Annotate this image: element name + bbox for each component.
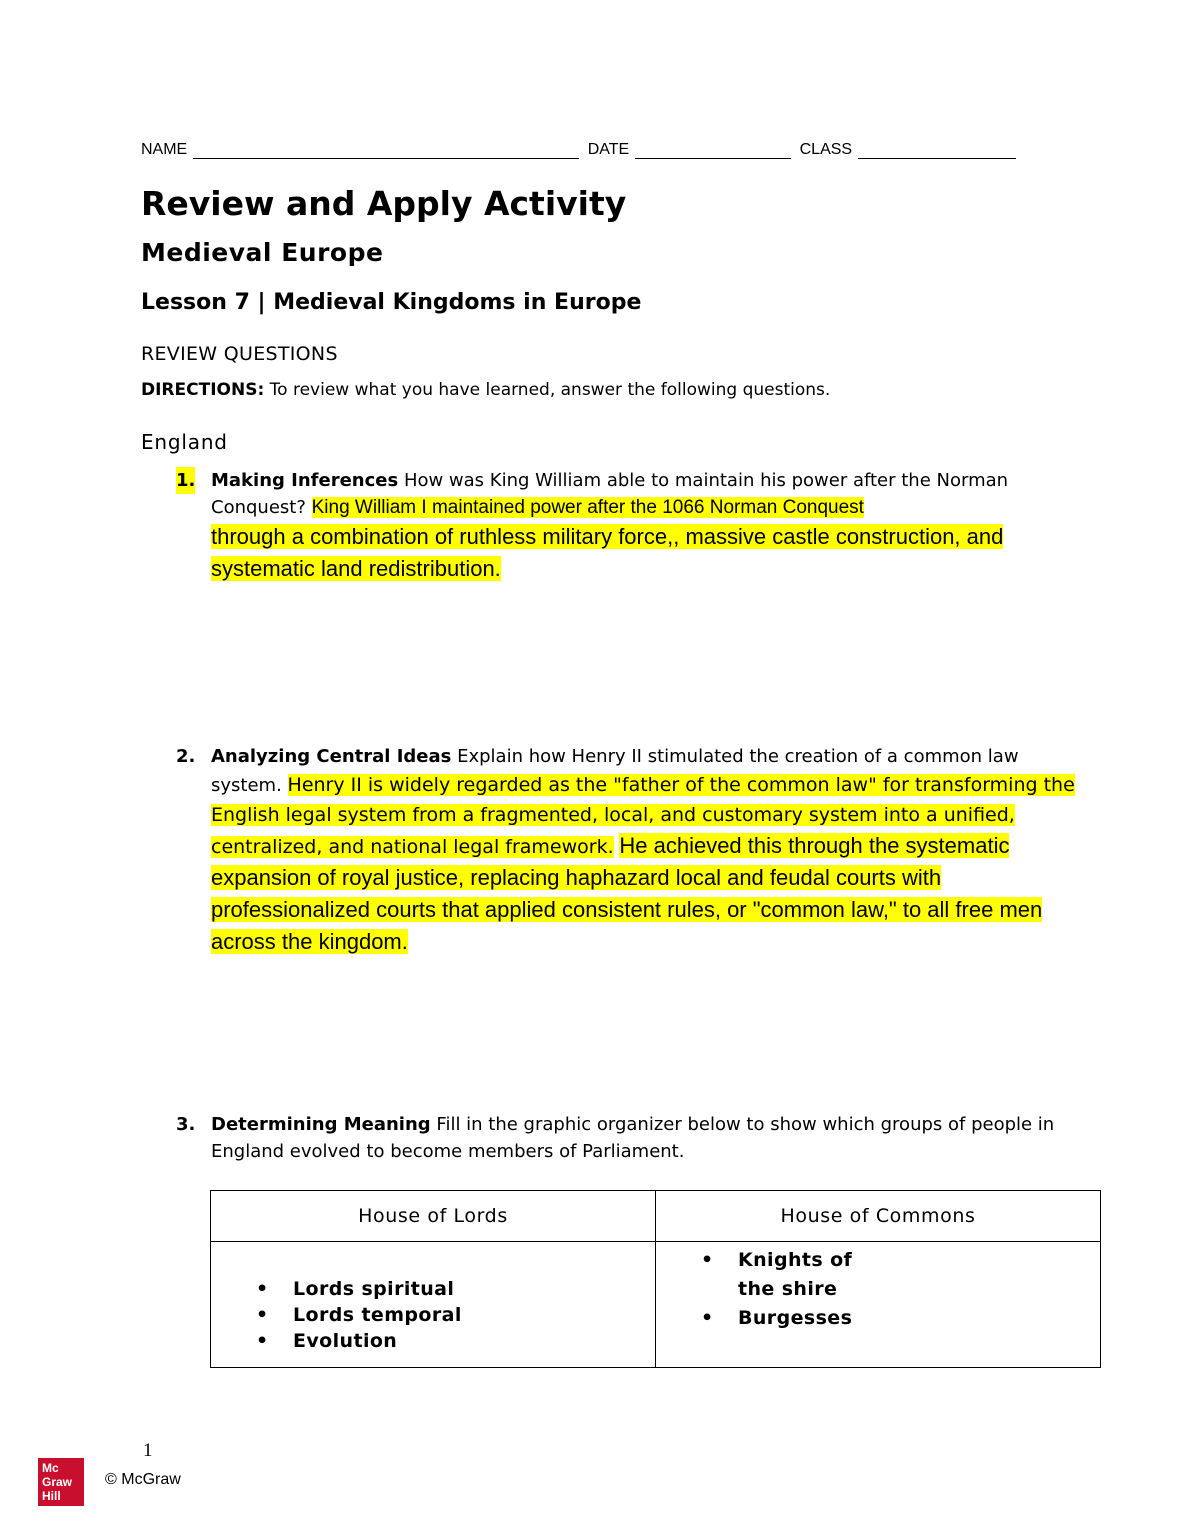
question-skill: Making Inferences [211, 470, 399, 491]
question-number: 2. [176, 746, 196, 767]
copyright-notice: © McGraw [105, 1471, 181, 1488]
answer-text[interactable]: Henry II is widely regarded as the "father of the common law" for transforming the English legal system from a fragmented, local, and customary system into a unified, centralized, and national legal framework. [211, 774, 1075, 858]
question-skill: Analyzing Central Ideas [211, 746, 452, 767]
organizer-header-commons: House of Commons [656, 1191, 1101, 1242]
question-3 [176, 1111, 1076, 1165]
list-item: • Lords spiritual [256, 1276, 655, 1302]
graphic-organizer [210, 1190, 1101, 1368]
question-number: 1. [176, 467, 195, 494]
page-subtitle: Medieval Europe [141, 238, 384, 267]
question-prompt: Explain how Henry II stimulated the creation of a common law system. [211, 746, 1019, 796]
class-label: CLASS [799, 141, 853, 158]
review-questions-heading: REVIEW QUESTIONS [141, 343, 338, 365]
question-prompt: How was King William able to maintain his power after the Norman Conquest? [211, 470, 1009, 518]
page-title: Review and Apply Activity [141, 184, 627, 223]
class-field[interactable] [858, 142, 1016, 159]
student-info-header [141, 141, 1020, 159]
organizer-cell-lords[interactable] [211, 1242, 656, 1368]
list-item: • Lords temporal [256, 1302, 655, 1328]
list-item: • Knights of the shire [701, 1246, 871, 1304]
name-label: NAME [141, 141, 188, 158]
directions-text: To review what you have learned, answer the following questions. [264, 380, 831, 400]
date-label: DATE [587, 141, 630, 158]
date-field[interactable] [635, 142, 791, 159]
question-prompt: Fill in the graphic organizer below to show which groups of people in England evolved to become members of Parliament. [211, 1114, 1055, 1162]
list-item: • Evolution [256, 1328, 655, 1354]
list-item: • Burgesses [701, 1304, 871, 1333]
section-heading: England [141, 430, 228, 454]
answer-text-continued[interactable]: through a combination of ruthless military force,, massive castle construction, and systematic land redistribution. [211, 524, 1004, 581]
organizer-cell-commons[interactable] [656, 1242, 1101, 1368]
question-1 [176, 467, 1076, 585]
mcgraw-hill-logo: Mc Graw Hill [38, 1458, 84, 1506]
answer-text-continued[interactable]: He achieved this through the systematic expansion of royal justice, replacing haphazard local and feudal courts with professionalized courts that applied consistent rules, or "common law," to all free men across the kingdom. [211, 833, 1043, 954]
name-field[interactable] [193, 142, 579, 159]
question-skill: Determining Meaning [211, 1114, 431, 1135]
directions-label: DIRECTIONS: [141, 380, 265, 400]
page-number: 1 [143, 1440, 153, 1461]
question-number: 3. [176, 1114, 196, 1135]
directions [141, 380, 830, 400]
organizer-header-lords: House of Lords [211, 1191, 656, 1242]
question-2 [176, 743, 1076, 958]
answer-text[interactable]: King William I maintained power after the 1066 Norman Conquest [311, 497, 864, 518]
lesson-heading: Lesson 7 | Medieval Kingdoms in Europe [141, 290, 642, 315]
